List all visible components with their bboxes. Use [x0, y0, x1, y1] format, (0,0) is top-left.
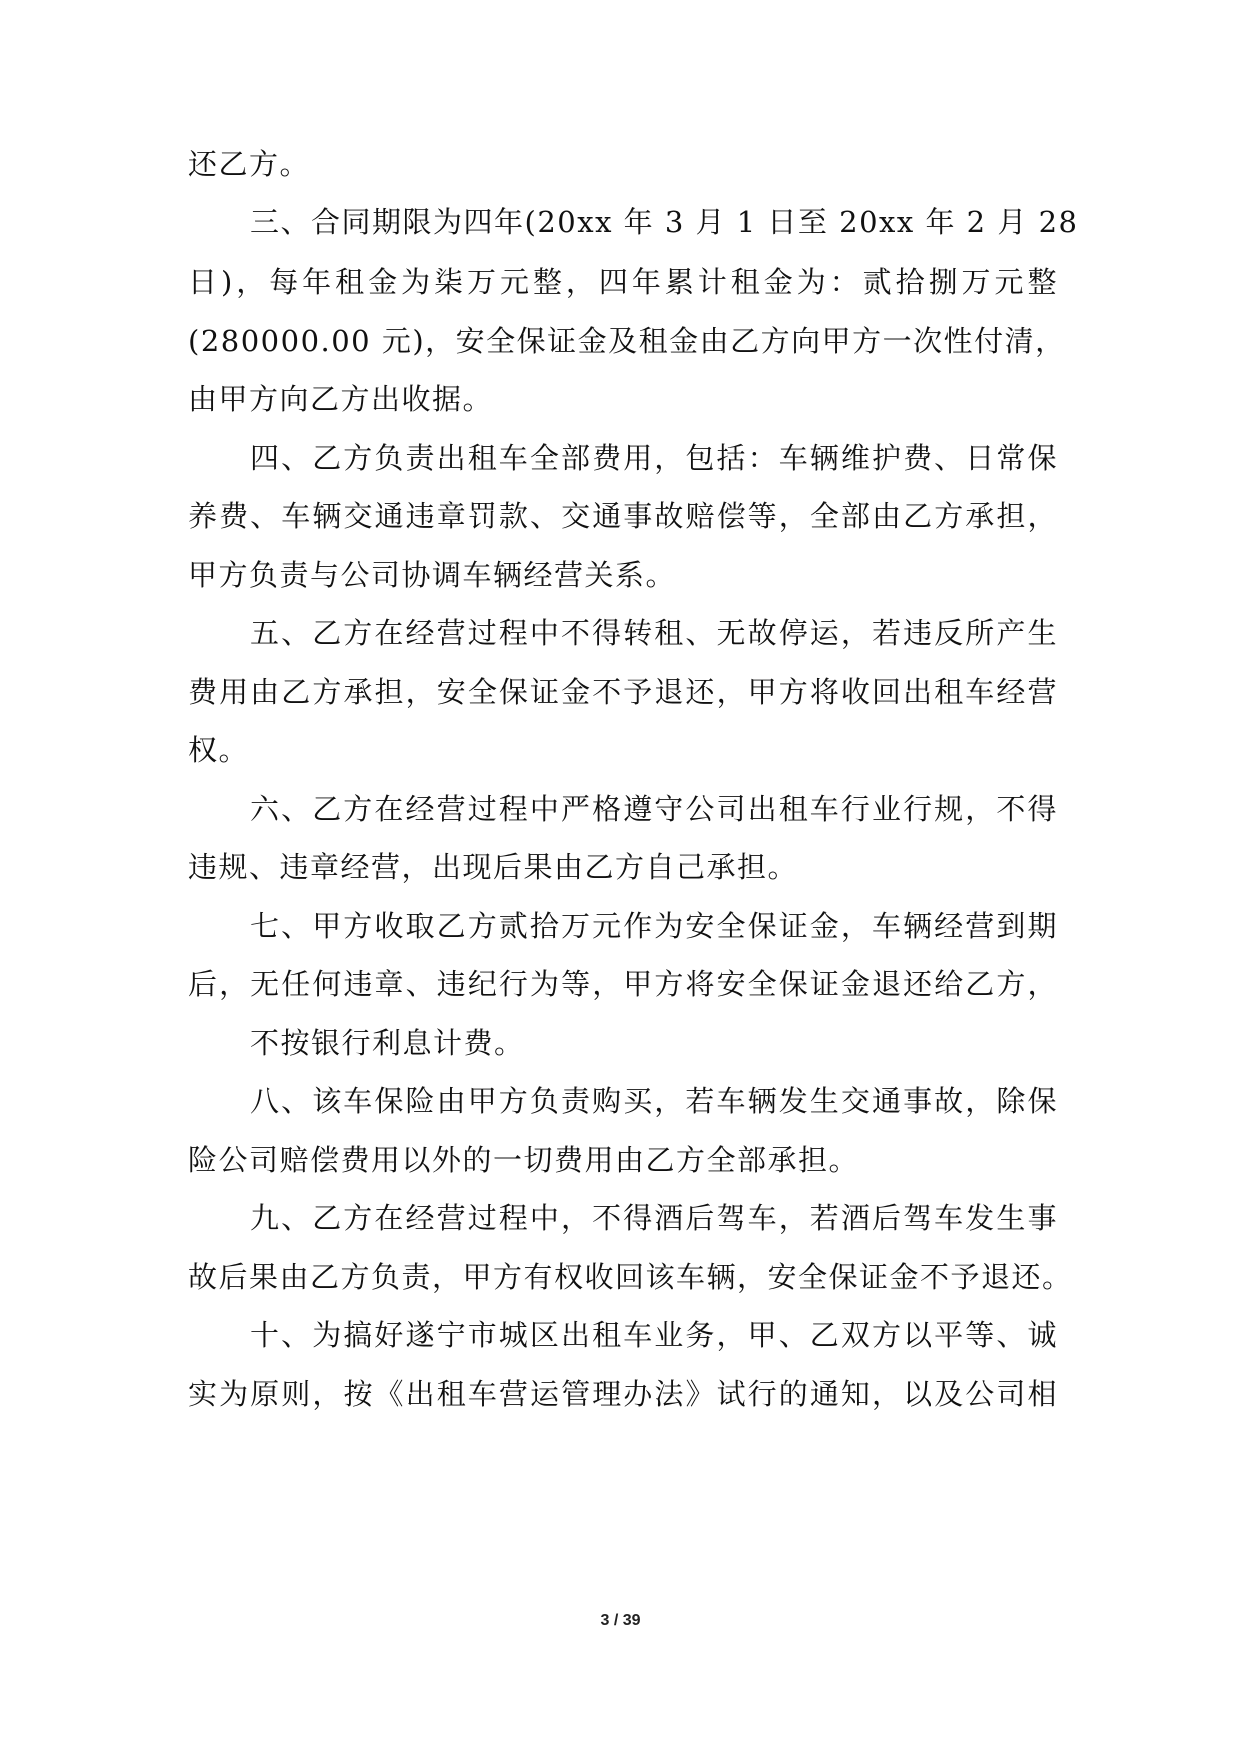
- text-line: 费用由乙方承担，安全保证金不予退还，甲方将收回出租车经营: [188, 675, 1058, 709]
- text-line: 五、乙方在经营过程中不得转租、无故停运，若违反所产生: [250, 616, 1058, 650]
- text-line: 十、为搞好遂宁市城区出租车业务，甲、乙双方以平等、诚: [250, 1318, 1058, 1352]
- text-line: 三、合同期限为四年(20xx 年 3 月 1 日至 20xx 年 2 月 28: [250, 205, 1079, 239]
- text-line: 九、乙方在经营过程中，不得酒后驾车，若酒后驾车发生事: [250, 1201, 1058, 1235]
- text-line: 七、甲方收取乙方贰拾万元作为安全保证金，车辆经营到期: [250, 909, 1058, 943]
- text-line: 还乙方。: [188, 147, 311, 181]
- text-line: 违规、违章经营，出现后果由乙方自己承担。: [188, 850, 799, 884]
- text-line: 四、乙方负责出租车全部费用，包括：车辆维护费、日常保: [250, 441, 1058, 475]
- text-line: 养费、车辆交通违章罚款、交通事故赔偿等，全部由乙方承担，: [188, 499, 1058, 533]
- text-line: 权。: [188, 733, 250, 767]
- text-line: 甲方负责与公司协调车辆经营关系。: [188, 558, 677, 592]
- text-line: 八、该车保险由甲方负责购买，若车辆发生交通事故，除保: [250, 1084, 1058, 1118]
- text-line: 险公司赔偿费用以外的一切费用由乙方全部承担。: [188, 1143, 860, 1177]
- text-line: 后，无任何违章、违纪行为等，甲方将安全保证金退还给乙方，: [188, 967, 1058, 1001]
- text-line: 六、乙方在经营过程中严格遵守公司出租车行业行规，不得: [250, 792, 1058, 826]
- text-line: 故后果由乙方负责，甲方有权收回该车辆，安全保证金不予退还。: [188, 1260, 1073, 1294]
- text-line: 实为原则，按《出租车营运管理办法》试行的通知，以及公司相: [188, 1377, 1058, 1411]
- text-line: 由甲方向乙方出收据。: [188, 382, 494, 416]
- text-line: 日)，每年租金为柒万元整，四年累计租金为：贰拾捌万元整: [188, 265, 1058, 299]
- text-line: (280000.00 元)，安全保证金及租金由乙方向甲方一次性付清，: [188, 324, 1066, 358]
- text-line: 不按银行利息计费。: [250, 1026, 525, 1060]
- page-number: 3 / 39: [600, 1612, 641, 1629]
